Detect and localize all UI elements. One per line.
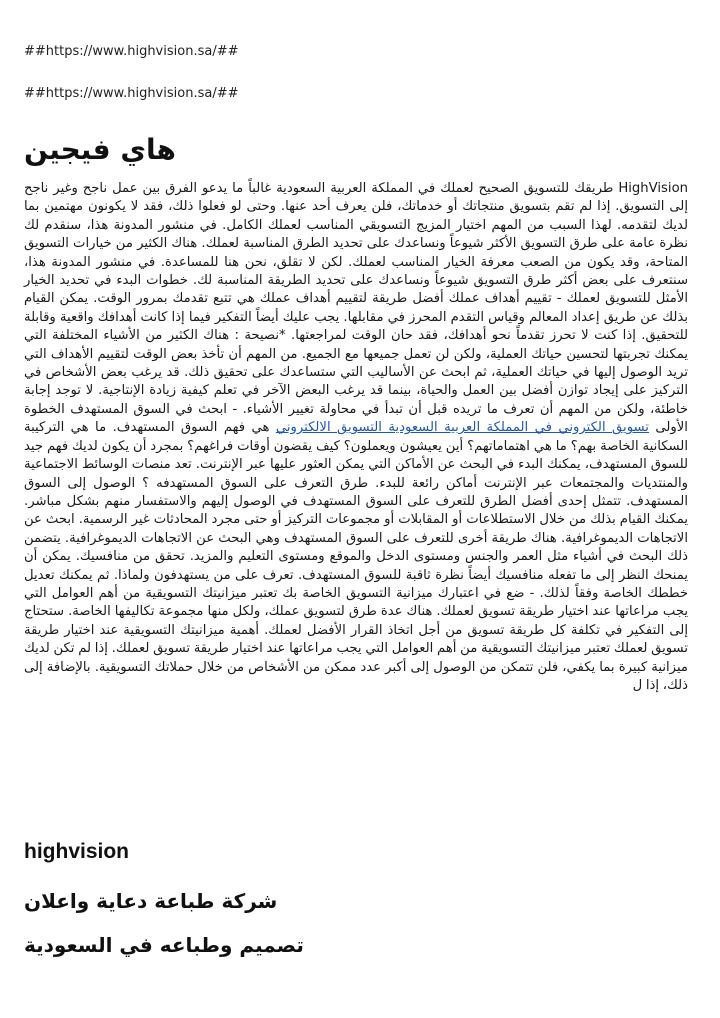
source-url-line: ##https://www.highvision.sa/##	[24, 86, 239, 101]
article-body	[24, 180, 688, 695]
section-heading: شركة طباعة دعاية واعلان	[24, 889, 278, 913]
body-text-end: هي فهم السوق المستهدف. ما هي التركيبة السكانية الخاصة بهم؟ ما هي اهتماماتهم؟ أين يعيشون ويعملون؟ كيف يقضون أوقات فراغهم؟ بمجرد أن يكون لديك فهم جيد للسوق المستهدف، يمكنك البدء في البحث عن الأماكن التي يمكن العثور عليها عبر الإنترنت. تعد منصات الوسائط الاجتماعية والمنتديات والمجتمعات عبر الإنترنت أماكن رائعة للبدء. طرق التعرف على السوق المستهدفه ؟ الوصول إلى السوق المستهدف. تتمثل إحدى أفضل الطرق للتعرف على السوق المستهدف في الوصول إليهم والاستفسار منهم بشكل مباشر. يمكنك القيام بذلك من خلال الاستطلاعات أو المقابلات أو مجموعات التركيز أو حتى مجرد المحادثات غير الرسمية. ابحث عن الاتجاهات الديموغرافية. هناك طريقة أخرى للتعرف على السوق المستهدف وهي البحث عن الاتجاهات الديموغرافية. يتضمن ذلك البحث في أشياء مثل العمر والجنس ومستوى الدخل والموقع ومستوى التعليم والمزيد. تحقق من منافسيك. يمكن أن يمنحك النظر إلى ما تفعله منافسيك أيضاً نظرة ثاقبة للسوق المستهدف. تعرف على من يستهدفون ولماذا. ثم يمكنك تعديل خططك الخاصة وفقاً لذلك. - ضع في اعتبارك ميزانية التسويق الخاصة بك تعتبر ميزانيتك التسويقية من أهم العوامل التي يجب مراعاتها عند اختيار طريقة تسويق لعملك. هناك عدة طرق لتسويق عملك، ولكل منها مجموعة تكاليفها الخاصة. ستحتاج إلى التفكير في تكلفة كل طريقة تسويق من أجل اتخاذ القرار الأفضل لعملك. أهمية ميزانيتك التسويقية عند اختيار طريقة تسويق لعملك تعتبر ميزانيتك التسويقية من أهم العوامل التي يجب مراعاتها عند اختيار طريقة تسويق لعملك. إذا لم تكن لديك ميزانية كبيرة بما يكفي، فلن تتمكن من الوصول إلى أكبر عدد ممكن من الأشخاص من خلال حملاتك التسويقية. بالإضافة إلى ذلك، إذا ل	[24, 420, 688, 693]
section-heading: تصميم وطباعه في السعودية	[24, 933, 304, 957]
article-title: هاي فيجين	[24, 133, 176, 166]
inline-link[interactable]: تسويق الكتروني في المملكة العربية السعودية التسويق الالكتروني	[275, 420, 649, 436]
brand-heading: highvision	[24, 840, 129, 863]
body-text-start: HighVision طريقك للتسويق الصحيح لعملك في المملكة العربية السعودية غالباً ما يدعو الفرق بين عمل ناجح وغير ناجح إلى التسويق. إذا لم تقم بتسويق منتجاتك أو خدماتك، فلن يعرف أحد عنها. وحتى لو فعلوا ذلك، فقد لا يكونون مهتمين بما لديك لتقدمه. لهذا السبب من المهم اختيار المزيج التسويقي المناسب لعملك الكامل. في منشور المدونة هذا، سنقدم لك نظرة عامة على طرق التسويق الأكثر شيوعاً ونساعدك على تحديد الطرق المناسبة لعملك. هناك الكثير من خيارات التسويق المتاحة، وقد يكون من الصعب معرفة الخيار المناسب لعملك. لكن لا تقلق، نحن هنا للمساعدة. في منشور المدونة هذا، سنتعرف على بعض أكثر طرق التسويق شيوعاً ونساعدك على تحديد الطريقة المناسبة لك. خطوات البدء في تحديد الخيار الأمثل للتسويق لعملك - تقييم أهداف عملك أفضل طريقة لتقييم أهداف عملك هي تتبع تقدمك بمرور الوقت. يمكن القيام بذلك عن طريق إعداد المعالم وقياس التقدم المحرز في مقابلها. يجب عليك أيضاً التفكير فيما إذا كانت أهدافك واقعية وقابلة للتحقيق. إذا كنت لا تحرز تقدماً نحو أهدافك، فقد حان الوقت لمراجعتها. *نصيحة : هناك الكثير من الأشياء المختلفة التي يمكنك تجربتها لتحسين حياتك العملية، ولكن لن تعمل جميعها مع الجميع. من المهم أن تأخذ بعض الوقت لتقييم الأهداف التي تريد الوصول إليها في حياتك العملية، ثم ابحث عن الأساليب التي ستساعدك على تحقيق ذلك. قد يرغب بعض الأشخاص في التركيز على إيجاد توازن أفضل بين العمل والحياة، بينما قد يرغب البعض الآخر في تعلم كيفية زيادة الإنتاجية. لا توجد إجابة خاطئة، ولكن من المهم أن تعرف ما تريده قبل أن تبدأ في محاولة تغيير الأشياء. - ابحث في السوق المستهدف الخطوة الأولى	[24, 181, 688, 436]
source-url-line: ##https://www.highvision.sa/##	[24, 44, 239, 59]
